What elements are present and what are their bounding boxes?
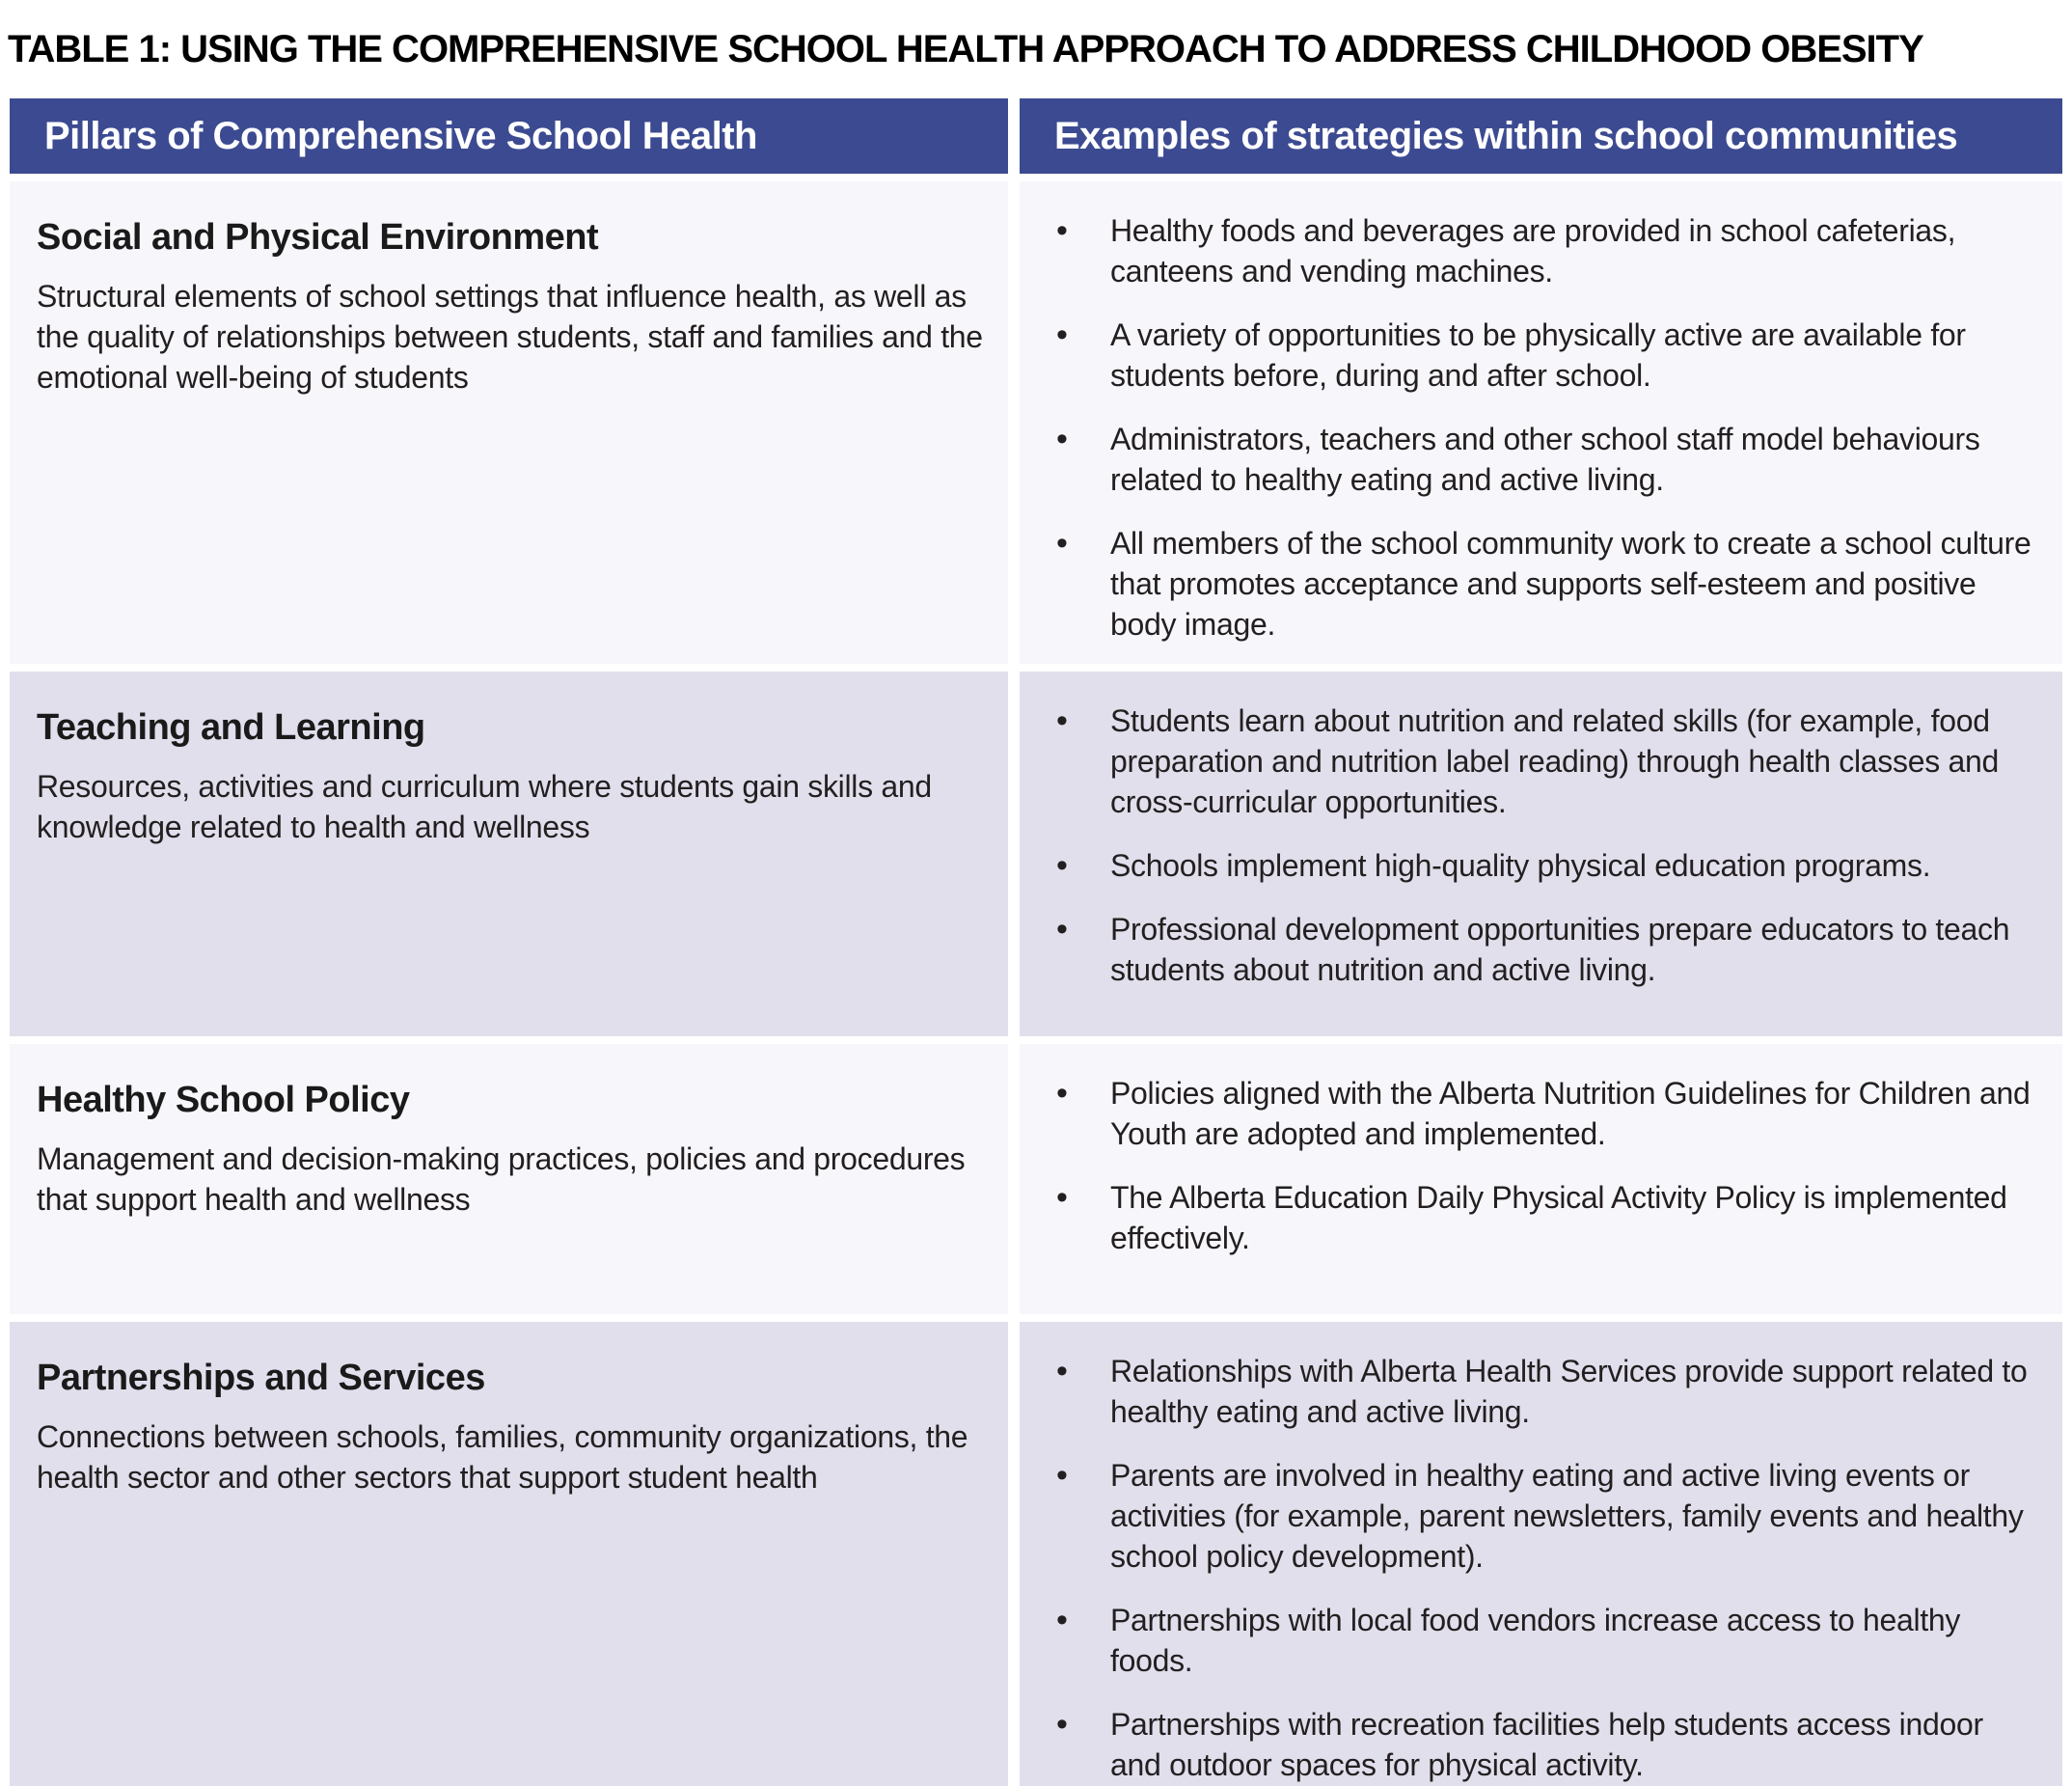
strategy-text: Students learn about nutrition and related skills (for example, food preparation and nutrition label reading) through health classes and cross-curricular opportunities. — [1110, 703, 1999, 819]
strategy-item — [1052, 1600, 2039, 1681]
bullet-icon: • — [1056, 1353, 1068, 1389]
bullet-icon: • — [1056, 212, 1068, 249]
table-row — [10, 1322, 2062, 1786]
strategy-item — [1052, 909, 2039, 990]
bullet-icon: • — [1056, 911, 1068, 948]
pillar-cell — [10, 672, 1008, 1036]
strategies-cell — [1020, 181, 2062, 664]
strategy-text: Partnerships with recreation facilities help students access indoor and outdoor spaces for physical activity. — [1110, 1707, 1983, 1782]
strategies-cell — [1020, 672, 2062, 1036]
strategy-item — [1052, 210, 2039, 291]
strategy-text: Parents are involved in healthy eating and active living events or activities (for example, parent newsletters, family events and healthy school policy development). — [1110, 1458, 2024, 1574]
strategy-text: Relationships with Alberta Health Services provide support related to healthy eating and active living. — [1110, 1354, 2028, 1429]
strategy-item — [1052, 1351, 2039, 1432]
pillar-description: Connections between schools, families, community organizations, the health sector and other sectors that support student health — [37, 1419, 968, 1495]
strategy-item — [1052, 523, 2039, 645]
bullet-icon: • — [1056, 1457, 1068, 1494]
table-row — [10, 1044, 2062, 1314]
strategy-text: Partnerships with local food vendors increase access to healthy foods. — [1110, 1603, 1961, 1678]
table-header-row — [10, 98, 2062, 174]
pillar-description: Resources, activities and curriculum where students gain skills and knowledge related to health and wellness — [37, 769, 932, 844]
strategy-text: A variety of opportunities to be physically active are available for students before, during and after school. — [1110, 317, 1966, 393]
pillar-description: Structural elements of school settings that influence health, as well as the quality of relationships between students, staff and families and the emotional well-being of students — [37, 279, 983, 395]
table-row — [10, 672, 2062, 1036]
bullet-icon: • — [1056, 1179, 1068, 1216]
pillar-heading: Healthy School Policy — [37, 1080, 410, 1120]
strategy-item — [1052, 1177, 2039, 1258]
column-header-strategies: Examples of strategies within school communities — [1020, 98, 2062, 174]
strategy-text: Professional development opportunities prepare educators to teach students about nutrition and active living. — [1110, 912, 2010, 987]
strategy-text: Schools implement high-quality physical education programs. — [1110, 848, 1931, 883]
column-header-pillars: Pillars of Comprehensive School Health — [10, 98, 1008, 174]
bullet-icon: • — [1056, 525, 1068, 562]
bullet-icon: • — [1056, 316, 1068, 353]
strategy-text: Policies aligned with the Alberta Nutrition Guidelines for Children and Youth are adopted and implemented. — [1110, 1076, 2031, 1151]
strategy-text: Administrators, teachers and other school staff model behaviours related to healthy eating and active living. — [1110, 422, 1980, 497]
pillar-description: Management and decision-making practices, policies and procedures that support health and wellness — [37, 1141, 966, 1217]
strategy-item — [1052, 845, 2039, 886]
pillar-heading: Social and Physical Environment — [37, 217, 599, 258]
page-title: TABLE 1: USING THE COMPREHENSIVE SCHOOL HEALTH APPROACH TO ADDRESS CHILDHOOD OBESITY — [8, 28, 1923, 70]
strategy-item — [1052, 1455, 2039, 1577]
bullet-icon: • — [1056, 421, 1068, 457]
strategy-text: All members of the school community work to create a school culture that promotes acceptance and supports self-esteem and positive body image. — [1110, 526, 2031, 642]
pillar-heading: Teaching and Learning — [37, 707, 425, 748]
pillar-cell — [10, 1322, 1008, 1786]
bullet-icon: • — [1056, 1706, 1068, 1743]
strategy-text: Healthy foods and beverages are provided in school cafeterias, canteens and vending machines. — [1110, 213, 1956, 289]
strategy-text: The Alberta Education Daily Physical Activity Policy is implemented effectively. — [1110, 1180, 2007, 1255]
strategy-item — [1052, 419, 2039, 500]
strategy-item — [1052, 315, 2039, 396]
bullet-icon: • — [1056, 1602, 1068, 1638]
strategy-item — [1052, 701, 2039, 822]
table-row — [10, 181, 2062, 664]
comprehensive-school-health-table — [10, 98, 2062, 1786]
bullet-icon: • — [1056, 1075, 1068, 1112]
strategies-cell — [1020, 1044, 2062, 1314]
strategies-cell — [1020, 1322, 2062, 1786]
table-body — [10, 181, 2062, 1786]
pillar-heading: Partnerships and Services — [37, 1358, 485, 1398]
pillar-cell — [10, 181, 1008, 664]
strategy-item — [1052, 1073, 2039, 1154]
bullet-icon: • — [1056, 702, 1068, 739]
pillar-cell — [10, 1044, 1008, 1314]
strategy-item — [1052, 1704, 2039, 1785]
bullet-icon: • — [1056, 847, 1068, 884]
